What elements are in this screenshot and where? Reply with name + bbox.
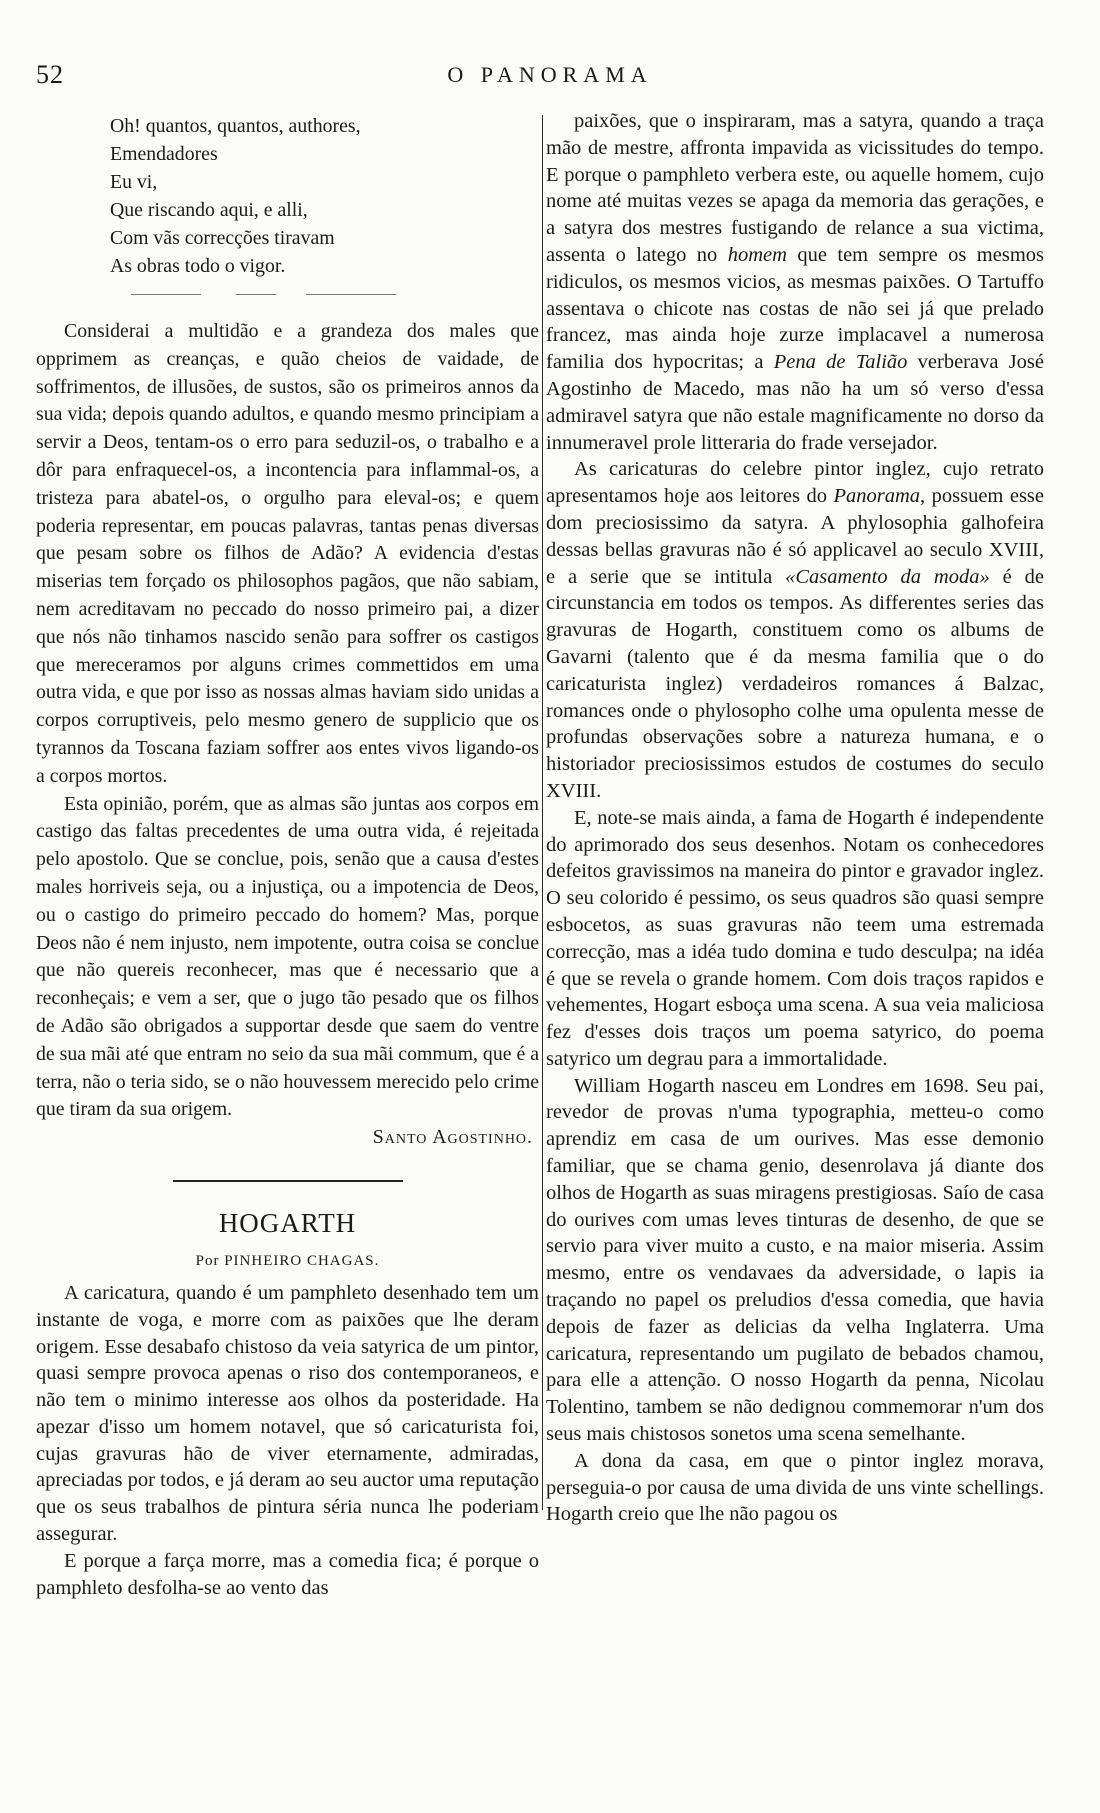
article-title: HOGARTH bbox=[218, 1207, 357, 1238]
poem-line: Emendadores bbox=[110, 143, 218, 165]
article-paragraph: A caricatura, quando é um pamphleto desenhado tem um instante de voga, e morre com as paixões que lhe deram origem. Esse desabafo chistoso da veia satyrica de um pintor, quasi sempre provoca apenas o riso dos contemporaneos, e não tem o minimo interesse aos olhos da posteridade. Ha apezar d'isso um homem notavel, que só caricaturista foi, cujas gravuras hão de viver eternamente, admiradas, apreciadas por todos, e já deram ao seu auctor uma reputação que os seus trabalhos de pintura séria nunca lhe poderiam assegurar. bbox=[36, 1281, 539, 1546]
poem-line: Oh! quantos, quantos, authores, bbox=[110, 115, 361, 137]
augustine-signature: Santo Agostinho. bbox=[372, 1126, 533, 1149]
article-body-left bbox=[36, 1280, 539, 1602]
section-separator bbox=[36, 280, 539, 318]
left-column bbox=[36, 108, 539, 1601]
column-divider bbox=[542, 115, 543, 1510]
page-number: 52 bbox=[36, 60, 64, 89]
emphasis: Pena de Talião bbox=[773, 351, 908, 374]
poem bbox=[110, 112, 539, 280]
poem-line: Com vãs correcções tiravam bbox=[110, 227, 335, 249]
article-paragraph: As caricaturas do celebre pintor inglez, cujo retrato apresentamos hoje aos leitores do Panorama, possuem esse dom preciosissimo da satyra. A phylosophia galhofeira dessas bellas gravuras não é só applicavel ao seculo XVIII, e a serie que se intitula «Casamento da moda» é de circunstancia em todos os tempos. As differentes series das gravuras de Hogarth, constituem como os albums de Gavarni (talento que é da mesma familia que o do caricaturista inglez) verdadeiros romances á Balzac, romances onde o phylosopho colhe uma opulenta messe de profundas observações sobre a natureza humana, e o historiador preciosissimos estudos de costumes do seculo XVIII. bbox=[546, 458, 1045, 802]
article-paragraph: E porque a farça morre, mas a comedia fica; é porque o pamphleto desfolha-se ao vento das bbox=[36, 1549, 539, 1599]
poem-line: Eu vi, bbox=[110, 171, 158, 193]
article-paragraph: paixões, que o inspiraram, mas a satyra, quando a traça mão de mestre, affronta impavida as vicissitudes do tempo. E porque o pamphleto verbera este, ou aquelle homem, cujo nome até muitas vezes se apaga da memoria das gerações, e a satyra dos mestres fustigando de relance a sua victima, assenta o latego no homem que tem sempre os mesmos ridiculos, os mesmos vicios, as mesmas paixões. O Tartuffo assentava o chicote nas costas de não sei já que prelado francez, mas ainda hoje zurze implacavel a numerosa familia dos hypocritas; a Pena de Talião verberava José Agostinho de Macedo, mas não ha um só verso d'essa admiravel satyra que não estale magnificamente no dorso da innumeravel prole litteraria do frade versejador. bbox=[546, 110, 1045, 454]
section-rule bbox=[173, 1180, 403, 1182]
augustine-paragraph: Esta opinião, porém, que as almas são juntas aos corpos em castigo das faltas precedentes de uma outra vida, é rejeitada pelo apostolo. Que se conclue, pois, senão que a causa d'estes males horriveis seja, ou a injustiça, ou a impotencia de Deos, ou o castigo do primeiro peccado do homem? Mas, porque Deos não é nem injusto, nem impotente, outra coisa se conclue que não quereis reconhecer, mas que é necessario que a reconheçais; e vem a ser, que o jugo tão pesado que os filhos de Adão são obrigados a supportar desde que saem do ventre de sua mãi até que entram no seio da sua mãi commum, que é a terra, não o teria sido, se o não houvessem merecido pelo crime que tiram da sua origem. bbox=[36, 792, 539, 1121]
emphasis: homem bbox=[727, 243, 787, 266]
poem-line: As obras todo o vigor. bbox=[110, 255, 286, 277]
page-header bbox=[36, 60, 1064, 96]
article-paragraph: E, note-se mais ainda, a fama de Hogarth é independente do aprimorado dos seus desenhos. Notam os conhecedores defeitos gravissimos na maneira do pintor e gravador inglez. O seu colorido é pessimo, os seus quadros são quasi sempre esbocetos, as suas gravuras não teem uma estremada correcção, mas a idéa tudo domina e tudo desculpa; na idéa é que se revela o grande homem. Com dois traços rapidos e vehementes, Hogart esboça uma scena. A sua veia maliciosa fez d'esses dois traços um poema satyrico, do poema satyrico um degrau para a immortalidade. bbox=[546, 806, 1044, 1070]
emphasis: Panorama bbox=[833, 485, 921, 508]
augustine-paragraph: Considerai a multidão e a grandeza dos males que opprimem as creanças, e quão cheios de vaidade, de soffrimentos, de illusões, de sustos, são os primeiros annos da sua vida; depois quando adultos, e quando mesmo principiam a servir a Deos, tentam-os o erro para seduzil-os, o trabalho e a dôr para enfraquecel-os, a incontencia para inflammal-os, a tristeza para abatel-os, o orgulho para eleval-os; e quem poderia representar, em poucas palavras, tantas penas diversas que pesam sobre os filhos de Adão? A evidencia d'estas miserias tem forçado os philosophos pagãos, que não sabiam, nem acreditavam no peccado do nosso primeiro pai, a dizer que nós não tinhamos nascido senão para soffrer os castigos que mereceramos por alguns crimes commettidos em uma outra vida, e que por isso as nossas almas haviam sido unidas a corpos corruptiveis, pelo mesmo genero de supplicio que os tyrannos da Toscana faziam soffrer aos entes vivos ligando-os a corpos mortos. bbox=[36, 320, 539, 787]
right-column bbox=[546, 108, 1044, 1528]
poem-line: Que riscando aqui, e alli, bbox=[110, 199, 308, 221]
article-paragraph: William Hogarth nasceu em Londres em 1698. Seu pai, revedor de provas n'uma typographia, metteu-o como aprendiz em casa de um ourives. Mas esse demonio familiar, que se chama genio, desenrolava já diante dos olhos de Hogarth as suas miragens prestigiosas. Saío de casa do ourives com umas leves tinturas de desenho, de que se servio para viver muito a custo, e na maior miseria. Assim mesmo, entre os vendavaes da adversidade, o lapis ia traçando no papel os preludios d'essa comedia, que havia depois de fazer as delicias da velha Inglaterra. Uma caricatura, representando um pugilato de bebados chamou, para elle a attenção. O nosso Hogarth da penna, Nicolau Tolentino, tambem se não dedignou commemorar n'um dos seus mais chistosos sonetos uma scena semelhante. bbox=[546, 1074, 1044, 1446]
running-title: O PANORAMA bbox=[447, 62, 653, 87]
article-paragraph: A dona da casa, em que o pintor inglez morava, perseguia-o por causa de uma divida de uns vinte schellings. Hogarth creio que lhe não pagou os bbox=[546, 1449, 1044, 1526]
emphasis: «Casamento da moda» bbox=[785, 565, 990, 588]
article-byline: Por PINHEIRO CHAGAS. bbox=[195, 1252, 380, 1269]
